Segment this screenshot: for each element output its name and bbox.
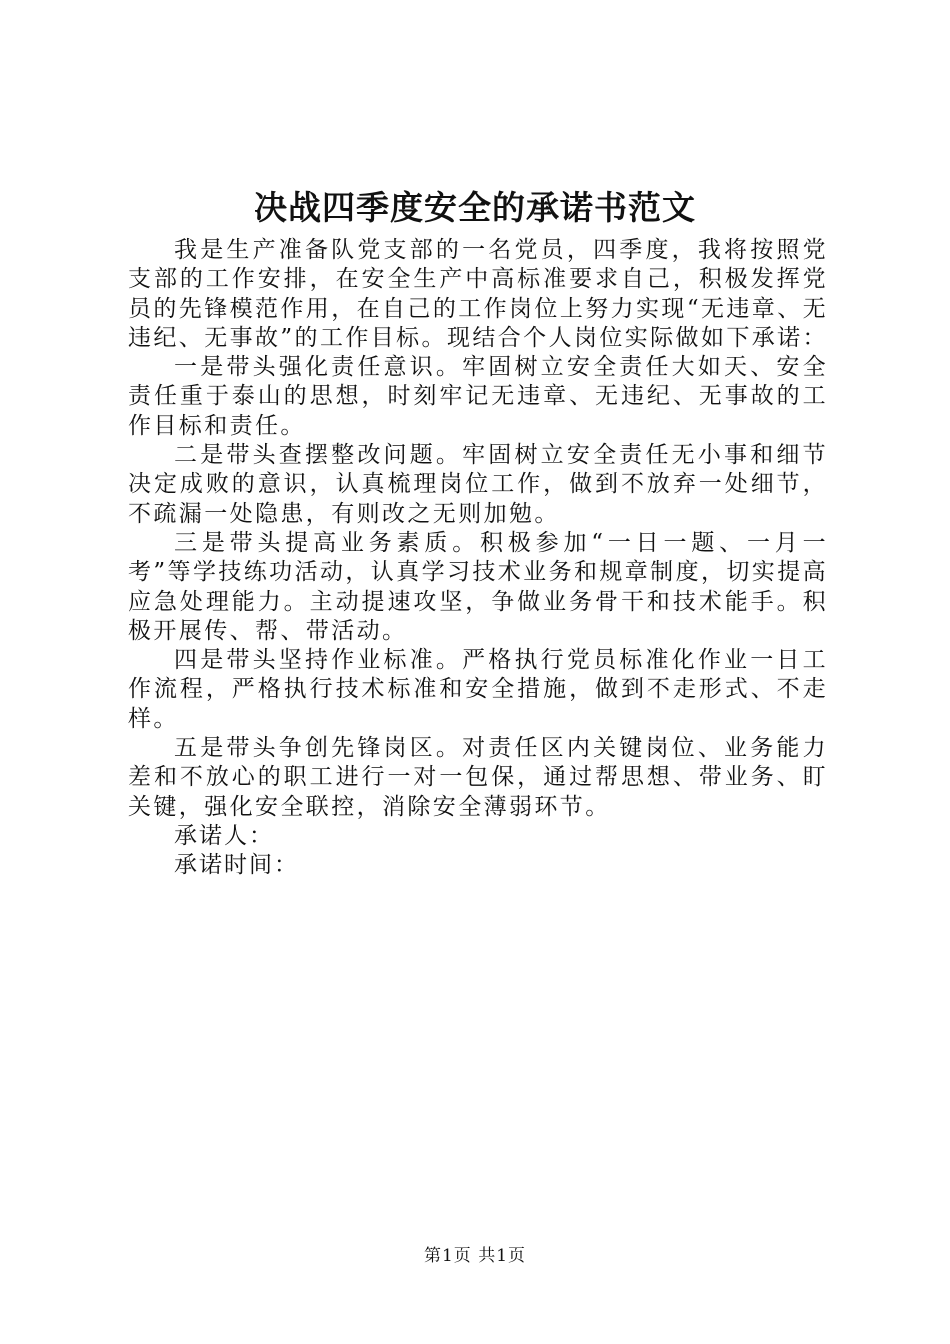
date-label: 承诺时间： bbox=[174, 852, 299, 879]
paragraph-pledge-4: 四是带头坚持作业标准。严格执行党员标准化作业一日工作流程，严格执行技术标准和安全措施，做到不走形式、不走样。 bbox=[128, 647, 828, 732]
paragraph-pledge-5: 五是带头争创先锋岗区。对责任区内关键岗位、业务能力差和不放心的职工进行一对一包保，通过帮思想、带业务、盯关键，强化安全联控，消除安全薄弱环节。 bbox=[128, 735, 828, 820]
page-footer: 第1页 共1页 bbox=[423, 1246, 527, 1266]
paragraph-pledge-1: 一是带头强化责任意识。牢固树立安全责任大如天、安全责任重于泰山的思想，时刻牢记无违章、无违纪、无事故的工作目标和责任。 bbox=[128, 354, 828, 439]
paragraph-pledge-3: 三是带头提高业务素质。积极参加“一日一题、一月一考”等学技练功活动，认真学习技术业务和规章制度，切实提高应急处理能力。主动提速攻坚，争做业务骨干和技术能手。积极开展传、帮、带活动。 bbox=[128, 529, 828, 644]
paragraph-pledge-2: 二是带头查摆整改问题。牢固树立安全责任无小事和细节决定成败的意识，认真梳理岗位工作，做到不放弃一处细节，不疏漏一处隐患，有则改之无则加勉。 bbox=[128, 442, 828, 527]
signer-label: 承诺人： bbox=[174, 822, 274, 849]
document-body bbox=[128, 236, 828, 881]
document-title: 决战四季度安全的承诺书范文 bbox=[254, 188, 696, 227]
paragraph-intro: 我是生产准备队党支部的一名党员，四季度，我将按照党支部的工作安排，在安全生产中高标准要求自己，积极发挥党员的先锋模范作用，在自己的工作岗位上努力实现“无违章、无违纪、无事故”的工作目标。现结合个人岗位实际做如下承诺： bbox=[128, 237, 828, 351]
